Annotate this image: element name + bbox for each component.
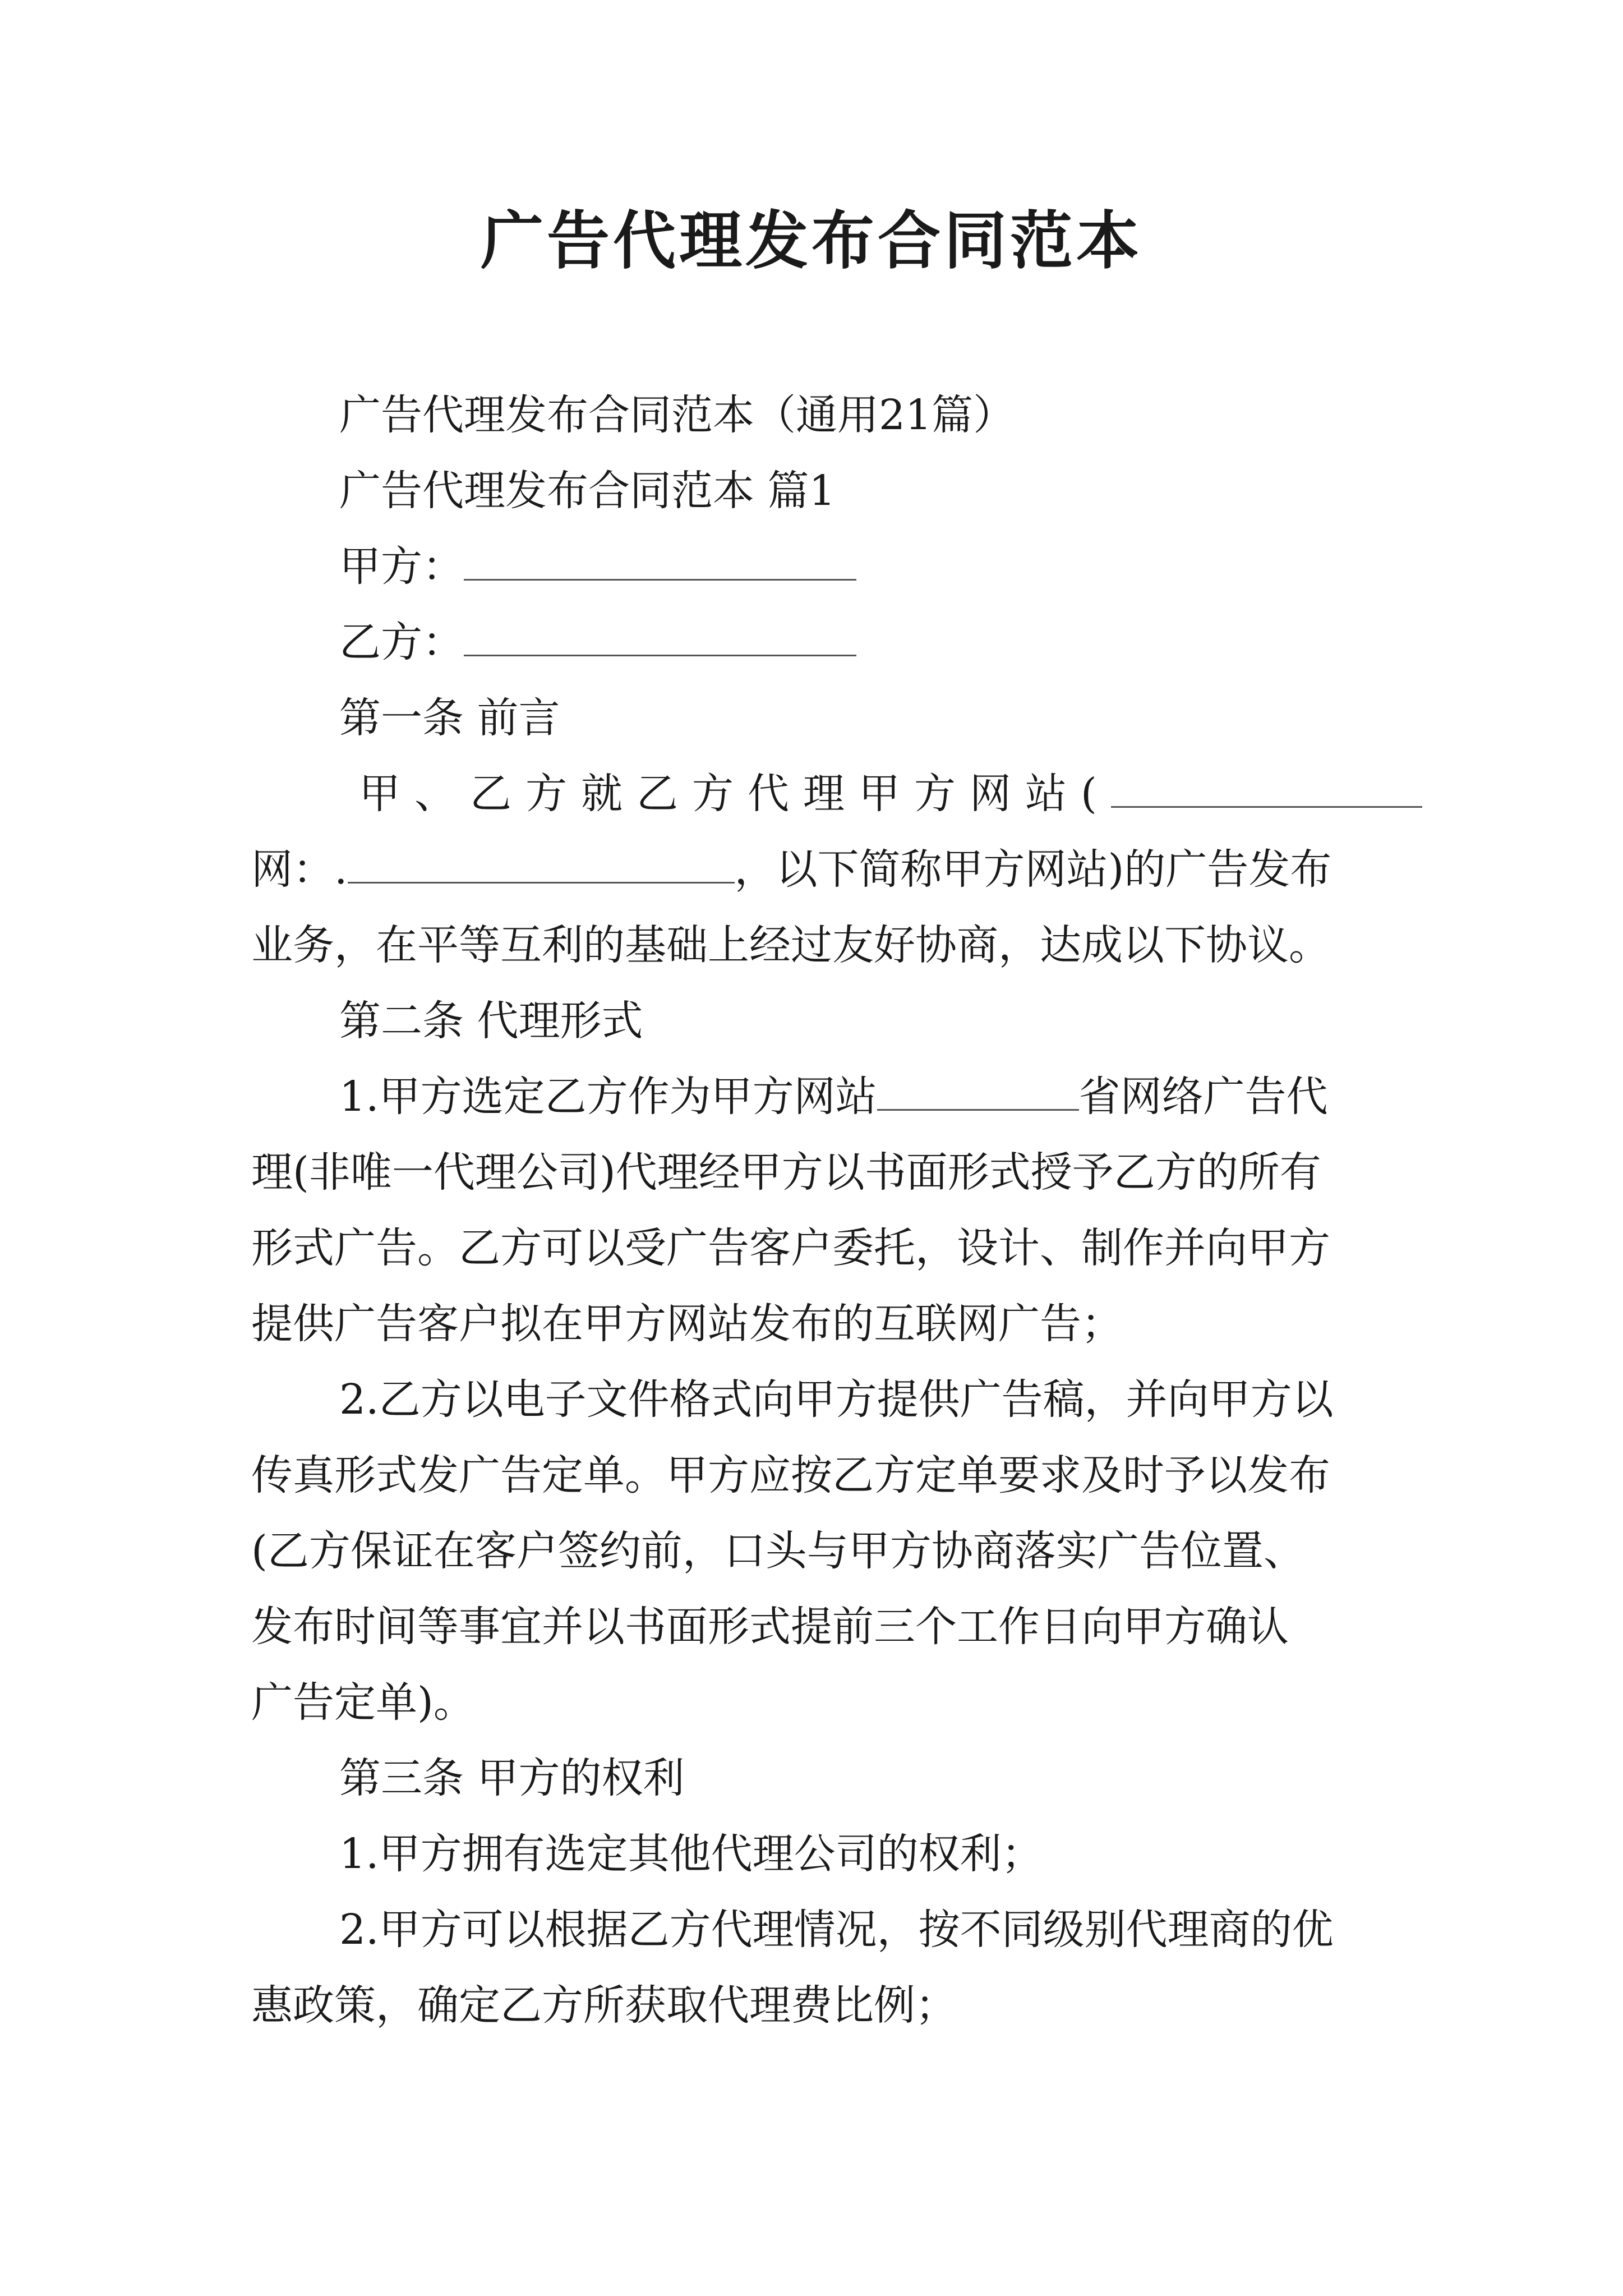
article1-paragraph-line2 [251,841,1331,898]
website-url-blank [348,843,735,884]
party-b-line [339,614,856,670]
article2-item1-line1 [339,1069,1328,1125]
document-subtitle: 广告代理发布合同范本（通用21篇） [339,391,1015,439]
chapter-heading: 广告代理发布合同范本 篇1 [339,467,836,515]
website-name-blank [1111,767,1422,808]
article3-item1: 1.甲方拥有选定其他代理公司的权利； [339,1830,1043,1878]
article1-paragraph-line1 [359,766,1422,822]
article1-text-c: ，以下简称甲方网站)的广告发布 [734,845,1332,894]
article2-item2-line2: 传真形式发广告定单。甲方应按乙方定单要求及时予以发布 [251,1451,1330,1499]
article2-item1-line4: 提供广告客户拟在甲方网站发布的互联网广告； [251,1300,1123,1348]
party-a-blank [464,540,856,581]
article2-item2-line4: 发布时间等事宜并以书面形式提前三个工作日向甲方确认 [251,1603,1289,1651]
article2-item1-text-b: 省网络广告代 [1078,1073,1328,1121]
article1-heading: 第一条 前言 [339,694,560,742]
province-blank [877,1070,1079,1111]
article2-item2-line3: (乙方保证在客户签约前，口头与甲方协商落实广告位置、 [251,1527,1305,1575]
article2-item1-line3: 形式广告。乙方可以受广告客户委托，设计、制作并向甲方 [251,1224,1330,1272]
party-b-blank [464,615,856,656]
article1-text-a: 甲、乙方就乙方代理甲方网站( [359,770,1111,818]
article3-item2-line2: 惠政策，确定乙方所获取代理费比例； [251,1981,957,2030]
article2-heading: 第二条 代理形式 [339,997,643,1045]
article3-heading: 第三条 甲方的权利 [339,1754,685,1802]
article2-item2-line1: 2.乙方以电子文件格式向甲方提供广告稿，并向甲方以 [339,1375,1334,1424]
party-b-label: 乙方： [339,618,464,666]
article1-paragraph-line3: 业务，在平等互利的基础上经过友好协商，达成以下协议。 [251,921,1330,969]
party-a-line [339,539,856,595]
article3-item2-line1: 2.甲方可以根据乙方代理情况，按不同级别代理商的优 [339,1906,1334,1954]
article2-item1-line2: 理(非唯一代理公司)代理经甲方以书面形式授予乙方的所有 [251,1148,1321,1197]
article2-item2-line5: 广告定单)。 [251,1678,475,1727]
document-title: 广告代理发布合同范本 [481,204,1142,278]
article2-item1-text-a: 1.甲方选定乙方作为甲方网站 [339,1073,877,1121]
party-a-label: 甲方： [339,542,464,591]
article1-text-b: 网：. [251,845,348,894]
